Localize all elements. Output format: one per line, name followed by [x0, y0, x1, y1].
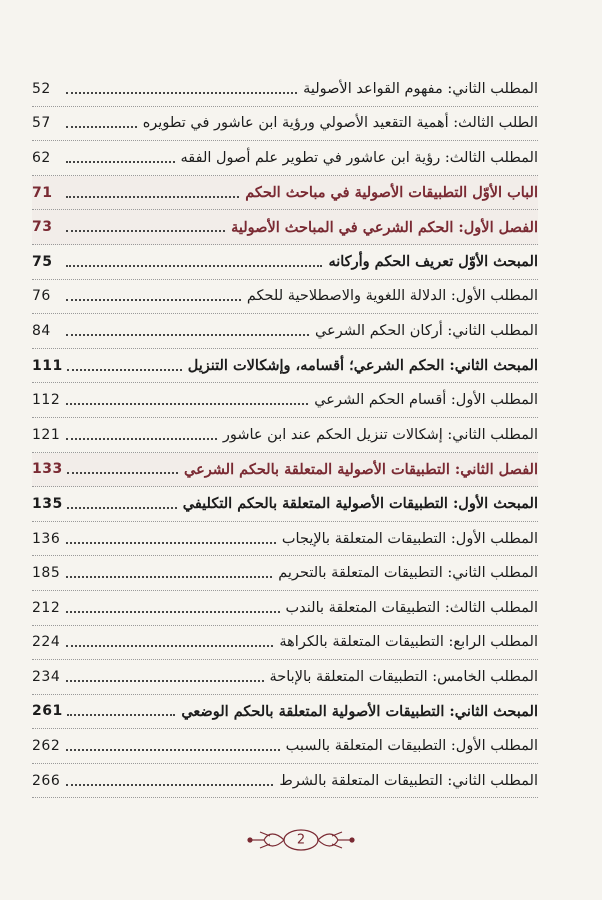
toc-entry-page-number: 84	[32, 322, 51, 339]
toc-entry-title: المطلب الثاني: مفهوم القواعد الأصولية	[303, 80, 538, 97]
dot-leader	[67, 714, 176, 716]
dot-leader	[66, 403, 308, 405]
toc-entry-title: الطلب الثالث: أهمية التقعيد الأصولي ورؤية ابن عاشور في تطويره	[142, 115, 538, 132]
dot-leader	[67, 369, 182, 371]
toc-entry-page-number: 52	[32, 80, 51, 97]
toc-entry	[32, 522, 538, 557]
toc-entry-title: المطلب الثاني: التطبيقات المتعلقة بالتحريم	[278, 565, 538, 582]
toc-entry-page-number: 262	[32, 738, 61, 755]
toc-entry-page-number: 112	[32, 392, 61, 409]
dot-leader	[66, 92, 297, 94]
toc-entry-page-number: 73	[32, 219, 53, 236]
toc-entry-title: المبحث الثاني: التطبيقات الأصولية المتعلقة بالحكم الوضعي	[181, 702, 538, 720]
toc-entry-page-number: 121	[32, 426, 61, 443]
toc-entry-page-number: 261	[32, 703, 63, 720]
dot-leader	[66, 299, 241, 301]
toc-entry-title: المبحث الأوّل تعريف الحكم وأركانه	[328, 253, 538, 271]
dot-leader	[66, 196, 239, 198]
toc-entry	[32, 487, 538, 522]
table-of-contents	[32, 72, 538, 798]
toc-entry-title: المطلب الأول: أقسام الحكم الشرعي	[314, 392, 538, 409]
toc-entry-title: المطلب الثاني: التطبيقات المتعلقة بالشرط	[279, 772, 538, 789]
page-number: 2	[296, 832, 306, 848]
toc-entry-title: المطلب الثالث: رؤية ابن عاشور في تطوير علم أصول الفقه	[180, 149, 538, 166]
toc-entry	[32, 314, 538, 349]
toc-entry-title: المطلب الثاني: أركان الحكم الشرعي	[314, 322, 538, 339]
dot-leader	[67, 507, 177, 509]
toc-entry	[32, 349, 538, 384]
toc-entry-title: المطلب الأول: التطبيقات المتعلقة بالسبب	[285, 738, 538, 755]
dot-leader	[66, 438, 217, 440]
dot-leader	[66, 126, 137, 128]
toc-entry	[32, 729, 538, 764]
dot-leader	[66, 784, 273, 786]
toc-entry-title: المطلب الثالث: التطبيقات المتعلقة بالندب	[285, 599, 538, 616]
toc-entry-title: المطلب الثاني: إشكالات تنزيل الحكم عند ابن عاشور	[222, 426, 538, 443]
toc-entry	[32, 141, 538, 176]
toc-entry-page-number: 135	[32, 495, 63, 512]
dot-leader	[66, 611, 280, 613]
toc-entry-page-number: 62	[32, 149, 51, 166]
dot-leader	[66, 576, 272, 578]
toc-entry	[32, 591, 538, 626]
toc-entry-page-number: 266	[32, 772, 61, 789]
toc-entry-page-number: 57	[32, 115, 51, 132]
toc-entry-title: المطلب الأول: التطبيقات المتعلقة بالإيجاب	[281, 530, 538, 547]
dot-leader	[66, 334, 309, 336]
toc-entry	[32, 210, 538, 245]
toc-entry	[32, 660, 538, 695]
toc-entry	[32, 176, 538, 211]
toc-entry-page-number: 133	[32, 461, 63, 478]
toc-entry-page-number: 71	[32, 184, 53, 201]
dot-leader	[66, 749, 280, 751]
toc-entry-page-number: 224	[32, 634, 61, 651]
toc-entry	[32, 695, 538, 730]
toc-entry-page-number: 234	[32, 668, 61, 685]
toc-entry	[32, 453, 538, 488]
toc-entry	[32, 418, 538, 453]
toc-entry-title: المطلب الخامس: التطبيقات المتعلقة بالإباحة	[269, 668, 538, 685]
dot-leader	[66, 680, 264, 682]
toc-entry-title: الفصل الأول: الحكم الشرعي في المباحث الأصولية	[231, 218, 538, 236]
toc-entry	[32, 383, 538, 418]
toc-entry-title: الفصل الثاني: التطبيقات الأصولية المتعلقة بالحكم الشرعي	[184, 460, 538, 478]
toc-entry	[32, 107, 538, 142]
toc-entry-page-number: 111	[32, 357, 63, 374]
toc-entry	[32, 280, 538, 315]
dot-leader	[66, 542, 276, 544]
toc-entry	[32, 72, 538, 107]
dot-leader	[66, 265, 322, 267]
toc-entry	[32, 556, 538, 591]
toc-entry-page-number: 75	[32, 253, 53, 270]
toc-entry-title: المطلب الرابع: التطبيقات المتعلقة بالكراهة	[279, 634, 538, 651]
toc-entry-title: المبحث الأول: التطبيقات الأصولية المتعلقة بالحكم التكليفي	[182, 495, 538, 513]
toc-entry-page-number: 185	[32, 565, 61, 582]
toc-entry	[32, 626, 538, 661]
dot-leader	[67, 472, 178, 474]
toc-entry-page-number: 136	[32, 530, 61, 547]
toc-entry-page-number: 76	[32, 288, 51, 305]
toc-entry-title: المطلب الأول: الدلالة اللغوية والاصطلاحية للحكم	[246, 288, 538, 305]
toc-entry	[32, 245, 538, 280]
dot-leader	[66, 645, 273, 647]
toc-entry	[32, 764, 538, 799]
toc-entry-title: المبحث الثاني: الحكم الشرعي؛ أقسامه، وإشكالات التنزيل	[187, 357, 538, 375]
page-folio	[0, 826, 602, 854]
toc-entry-page-number: 212	[32, 599, 61, 616]
dot-leader	[66, 161, 175, 163]
toc-entry-title: الباب الأوّل التطبيقات الأصولية في مباحث الحكم	[245, 184, 538, 202]
dot-leader	[66, 230, 225, 232]
